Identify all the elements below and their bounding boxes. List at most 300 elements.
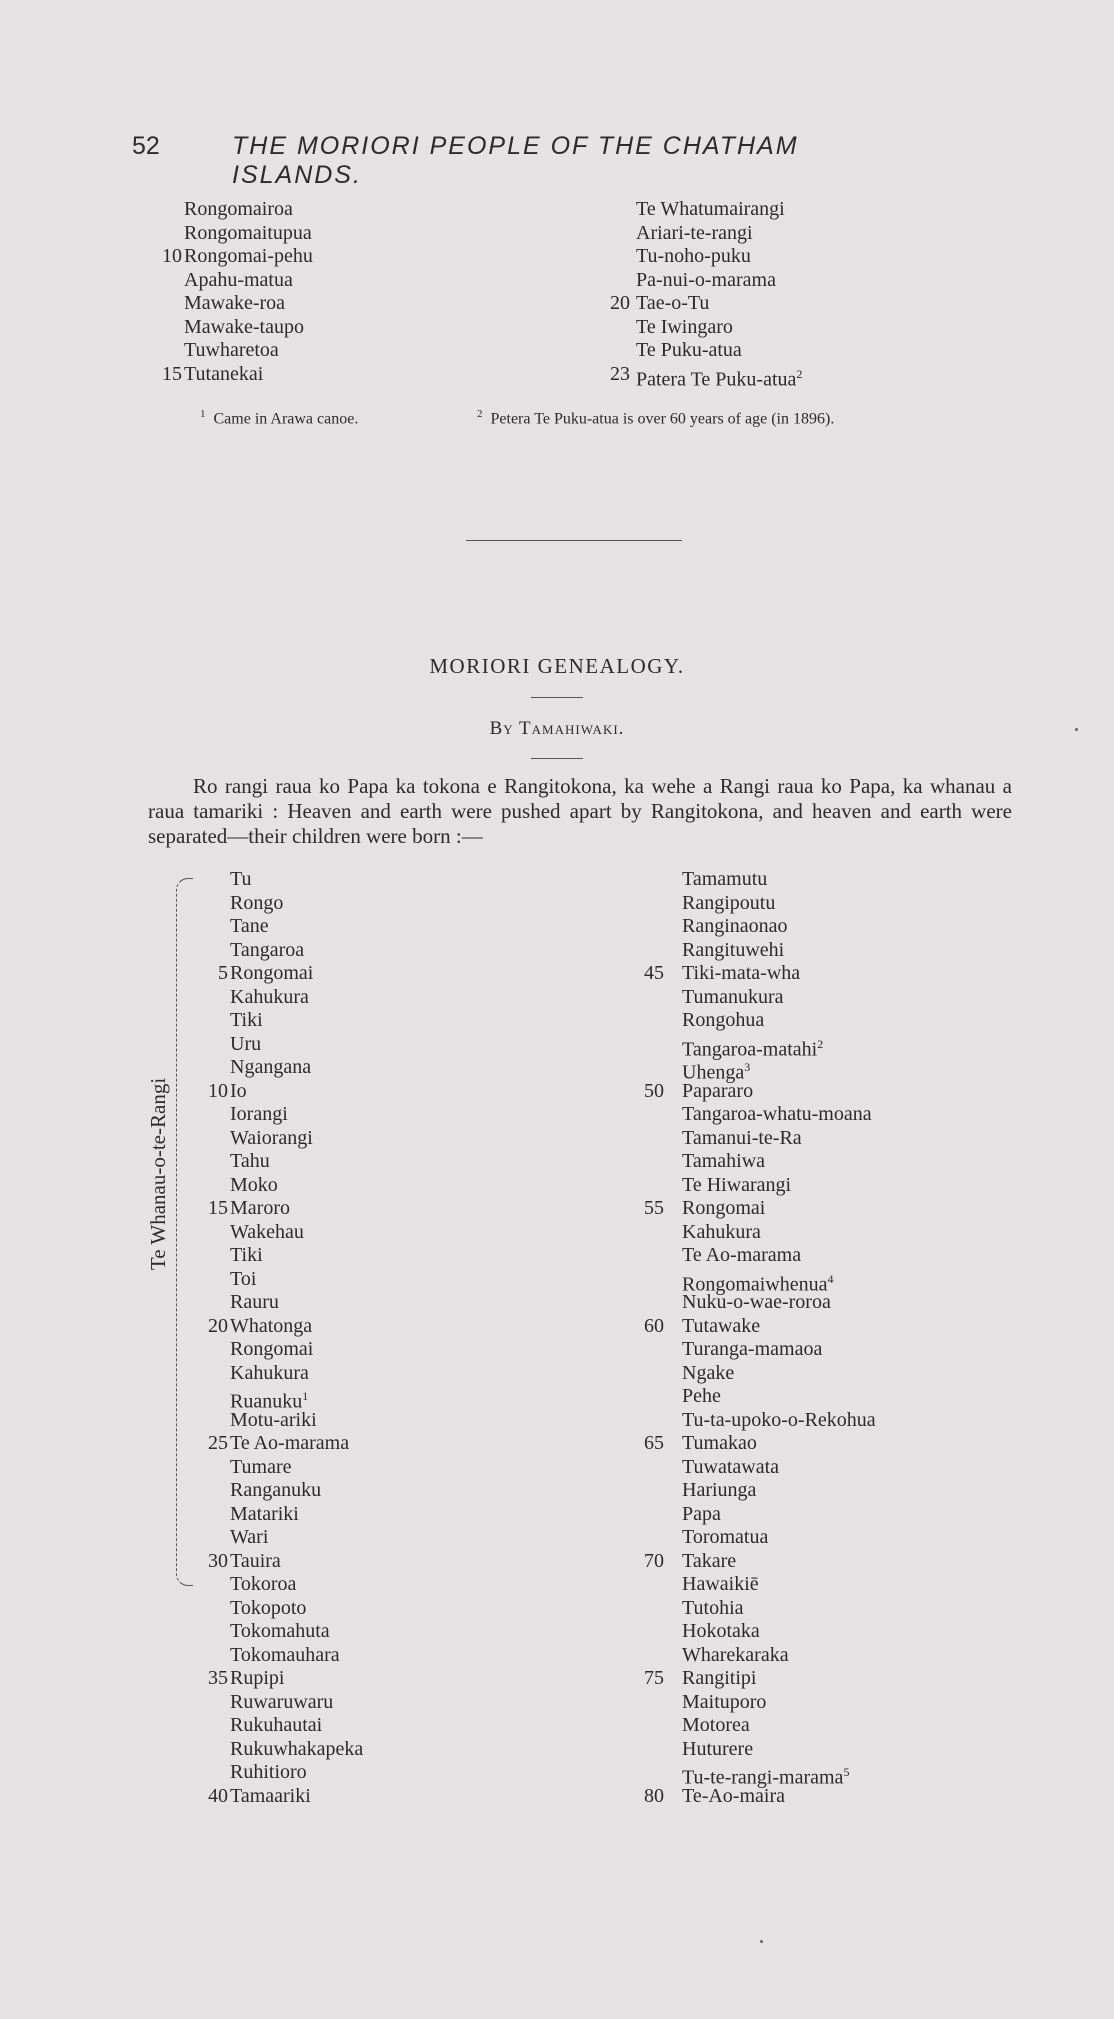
name-text: Mawake-roa [184,292,286,314]
list-item [624,1080,1004,1104]
name-text: Te-Ao-maira [682,1784,785,1807]
list-item [624,1362,1004,1386]
line-number: 20 [610,292,630,314]
line-number: 23 [610,362,630,385]
genealogy-name [230,1009,263,1033]
list-item [624,1432,1004,1456]
name-text: Ranginaonao [682,915,788,937]
line-number: 70 [644,1549,664,1572]
list-item [188,1174,548,1198]
list-item [624,1291,1004,1315]
name-text: Ranganuku [230,1479,322,1501]
list-item [188,1479,548,1503]
list-item [188,1503,548,1527]
genealogy-name [230,1597,306,1621]
genealogy-name [682,1620,760,1644]
genealogy-name [682,1432,757,1456]
list-item [590,269,970,293]
name-text: Kahukura [230,985,309,1008]
list-item [142,245,502,269]
list-item [624,986,1004,1010]
list-item [142,198,502,222]
genealogy-name [230,1785,311,1809]
name-text: Tutawake [682,1314,761,1337]
genealogy-name [682,1385,721,1409]
name-text: Ngake [682,1361,735,1384]
list-item [590,245,970,269]
list-item [188,1761,548,1785]
footnote-marker: 1 [302,1389,309,1403]
list-item [624,892,1004,916]
genealogy-name [636,245,751,269]
list-item [624,1244,1004,1268]
name-text: Tangaroa-matahi [682,1038,818,1061]
name-text: Tane [230,915,269,937]
name-text: Te Whatumairangi [636,198,785,220]
genealogy-name [184,292,285,316]
name-text: Mawake-taupo [184,315,304,338]
page-number: 52 [132,132,160,160]
list-item [624,1550,1004,1574]
name-text: Tangaroa-whatu-moana [682,1103,872,1125]
genealogy-name [682,1785,785,1809]
genealogy-name [230,1620,330,1644]
name-text: Rongomai [230,962,314,984]
name-text: Tutanekai [184,362,264,385]
name-text: Tamaariki [230,1784,311,1807]
list-item [188,1526,548,1550]
genealogy-name [230,1056,311,1080]
name-text: Tokomauhara [230,1643,340,1666]
name-text: Rongo [230,891,284,914]
name-text: Matariki [230,1502,299,1525]
list-item [188,1432,548,1456]
genealogy-name [682,1738,753,1762]
genealogy-name [230,1409,317,1433]
genealogy-name [230,1526,268,1550]
genealogy-name [682,1409,876,1433]
footnote-marker: 3 [744,1060,751,1074]
list-item [590,362,970,391]
list-item [624,1127,1004,1151]
list-item [624,1479,1004,1503]
name-text: Tahu [230,1150,270,1172]
name-text: Rukuhautai [230,1714,323,1736]
name-text: Uru [230,1032,262,1055]
list-item [624,1221,1004,1245]
genealogy-name [682,915,788,939]
name-text: Wari [230,1526,269,1548]
name-text: Motorea [682,1714,750,1736]
list-item [624,1197,1004,1221]
name-text: Tiki-mata-wha [682,962,801,984]
byline-rule [531,758,583,759]
footnote-2-mark: 2 [477,408,483,420]
name-text: Patera Te Puku-atua [636,368,797,391]
name-text: Ariari-te-rangi [636,221,753,244]
name-text: Ruanuku [230,1390,303,1413]
genealogy-name [682,1080,753,1104]
genealogy-name [184,269,293,293]
list-item [624,1409,1004,1433]
name-text: Rongohua [682,1009,765,1031]
list-item [624,939,1004,963]
genealogy-name [682,892,775,916]
page-header [132,132,912,189]
name-text: Rongomai-pehu [184,245,313,267]
paper-speck [1075,728,1078,731]
genealogy-name [230,1761,307,1785]
name-text: Tangaroa [230,938,305,961]
list-item [188,1597,548,1621]
name-text: Papa [682,1502,721,1525]
list-item [188,1550,548,1574]
name-text: Hariunga [682,1479,757,1501]
name-text: Huturere [682,1737,754,1760]
genealogy-name [682,1362,734,1386]
name-text: Tiki [230,1244,263,1266]
name-text: Tamahiwa [682,1150,766,1172]
genealogy-name [636,316,733,340]
list-item [624,1644,1004,1668]
genealogy-name [682,1103,872,1127]
footnote-1-text: Came in Arawa canoe. [213,410,359,428]
genealogy-name [682,1479,756,1503]
name-text: Tu-noho-puku [636,245,751,267]
list-item [142,363,502,387]
genealogy-name [230,915,269,939]
genealogy-name [682,1174,791,1198]
list-item [188,868,548,892]
name-text: Tumanukura [682,985,784,1008]
genealogy-name [682,1456,779,1480]
list-item [188,1033,548,1057]
list-item [188,1080,548,1104]
list-item [188,1338,548,1362]
paper-speck [760,1940,763,1943]
list-item [624,1456,1004,1480]
list-item [188,1244,548,1268]
line-number: 35 [208,1667,228,1689]
genealogy-name [230,1479,321,1503]
list-item [188,1456,548,1480]
list-item [590,222,970,246]
genealogy-name [636,269,776,293]
genealogy-name [230,1714,322,1738]
list-item [624,1150,1004,1174]
genealogy-name [682,1150,765,1174]
name-text: Rangituwehi [682,938,785,961]
list-item [624,1056,1004,1084]
intro-text: Ro rangi raua ko Papa ka tokona e Rangitokona, ka wehe a Rangi raua ko Papa, ka whanau a raua tamariki : Heaven and earth were pushed apart by Rangitokona, and heaven and earth were separated—their children were born :— [148,774,1012,848]
name-text: Whatonga [230,1314,313,1337]
footnote-1 [200,408,358,428]
list-item [188,1620,548,1644]
list-item [590,339,970,363]
genealogy-name [230,1503,299,1527]
genealogy-name [682,1197,765,1221]
list-item [142,339,502,363]
list-item [188,1667,548,1691]
list-item [188,892,548,916]
genealogy-name [682,962,800,986]
genealogy-name [184,245,313,269]
section-title: MORIORI GENEALOGY. [429,654,685,678]
genealogy-name [230,1127,313,1151]
footnote-marker: 2 [817,1036,824,1051]
name-text: Rupipi [230,1667,285,1689]
name-text: Pa-nui-o-marama [636,268,776,291]
genealogy-name [636,222,753,246]
list-item [624,915,1004,939]
name-text: Tu-te-rangi-marama [682,1766,844,1789]
line-number: 60 [644,1314,664,1337]
genealogy-name [230,1667,284,1691]
list-item [624,1526,1004,1550]
name-text: Te Ao-marama [230,1432,350,1454]
list-item [188,1103,548,1127]
genealogy-name [230,986,309,1010]
line-number: 25 [208,1432,228,1454]
footnote-marker: 4 [827,1271,834,1286]
name-text: Turanga-mamaoa [682,1338,823,1360]
name-text: Tumakao [682,1432,757,1454]
name-text: Pehe [682,1385,721,1407]
list-item [188,1197,548,1221]
name-text: Maituporo [682,1690,767,1713]
genealogy-name [230,939,304,963]
name-text: Tokoroa [230,1573,297,1595]
list-item [624,1268,1004,1296]
name-text: Toi [230,1267,257,1290]
name-text: Tauira [230,1549,281,1572]
name-text: Toromatua [682,1526,769,1548]
list-item [624,1620,1004,1644]
list-item [188,1268,548,1292]
genealogy-name [230,892,283,916]
list-item [624,868,1004,892]
genealogy-name [682,1244,801,1268]
genealogy-name [636,363,802,392]
top-list-left [142,198,502,386]
name-text: Ruhitioro [230,1761,307,1783]
list-item [624,1315,1004,1339]
list-item [624,962,1004,986]
list-item [590,316,970,340]
genealogy-name [682,1714,750,1738]
name-text: Tumare [230,1455,292,1478]
genealogy-name [184,339,279,363]
name-text: Motu-ariki [230,1408,317,1431]
name-text: Hokotaka [682,1620,760,1642]
list-item [188,1127,548,1151]
list-item [188,1056,548,1080]
genealogy-name [230,1221,304,1245]
genealogy-name [230,1550,281,1574]
list-item [624,1103,1004,1127]
genealogy-name [230,1103,288,1127]
line-number: 40 [208,1784,228,1807]
genealogy-name [184,316,304,340]
name-text: Tae-o-Tu [636,292,710,314]
line-number: 10 [208,1079,228,1102]
name-text: Te Hiwarangi [682,1173,792,1196]
genealogy-name [230,868,252,892]
name-text: Moko [230,1173,278,1196]
name-text: Papararo [682,1079,754,1102]
name-text: Waiorangi [230,1126,313,1149]
name-text: Tu [230,868,252,890]
name-text: Te Ao-marama [682,1244,802,1266]
list-item [188,962,548,986]
list-item [142,222,502,246]
list-item [590,292,970,316]
genealogy-name [230,1338,313,1362]
list-item [188,1009,548,1033]
name-text: Rongomaitupua [184,221,312,244]
genealogy-name [230,1033,261,1057]
genealogy-name [230,1291,279,1315]
list-item [624,1009,1004,1033]
name-text: Te Iwingaro [636,315,733,338]
genealogy-name [230,962,313,986]
line-number: 5 [218,962,228,984]
genealogy-name [682,1526,768,1550]
genealogy-name [682,1691,766,1715]
list-item [624,1691,1004,1715]
list-item [188,1362,548,1386]
line-number: 45 [644,962,664,984]
list-item [624,1338,1004,1362]
byline [0,718,1114,740]
byline-text: By Tamahiwaki. [489,718,625,739]
genealogy-name [636,292,709,316]
name-text: Rongomai [682,1197,766,1219]
list-item [188,1691,548,1715]
name-text: Io [230,1079,247,1102]
section-divider [466,540,682,541]
list-item [188,1315,548,1339]
list-item [142,316,502,340]
line-number: 80 [644,1784,664,1807]
list-item [188,915,548,939]
list-item [188,1714,548,1738]
name-text: Rangitipi [682,1667,757,1689]
genealogy-name [230,1644,340,1668]
name-text: Maroro [230,1197,290,1219]
genealogy-name [230,1150,270,1174]
intro-paragraph [148,774,1012,849]
genealogy-name [682,1338,822,1362]
genealogy-name [230,1691,333,1715]
genealogy-name [682,1667,756,1691]
line-number: 20 [208,1314,228,1337]
footnote-2 [477,408,834,428]
name-text: Kahukura [682,1220,761,1243]
name-text: Tamamutu [682,868,768,890]
name-text: Nuku-o-wae-roroa [682,1291,831,1313]
genealogy-name [230,1174,278,1198]
footnote-marker: 5 [843,1765,850,1779]
list-item [142,269,502,293]
name-text: Tiki [230,1009,263,1031]
name-text: Tokopoto [230,1596,307,1619]
genealogy-name [682,1597,744,1621]
line-number: 50 [644,1079,664,1102]
name-text: Uhenga [682,1061,745,1084]
genealogy-name [230,1197,290,1221]
list-item [188,1409,548,1433]
name-text: Tutohia [682,1596,744,1619]
name-text: Tamanui-te-Ra [682,1126,802,1149]
footnote-2-text: Petera Te Puku-atua is over 60 years of age (in 1896). [490,410,835,428]
list-item [624,1785,1004,1809]
name-text: Wakehau [230,1220,304,1243]
list-item [624,1573,1004,1597]
name-text: Apahu-matua [184,268,293,291]
genealogy-name [682,868,767,892]
line-number: 10 [162,245,182,267]
list-item [590,198,970,222]
genealogy-name [230,1244,263,1268]
name-text: Wharekaraka [682,1643,789,1666]
genealogy-name [636,339,742,363]
name-text: Ngangana [230,1056,312,1078]
genealogy-name [230,1080,247,1104]
list-item [624,1174,1004,1198]
genealogy-name [682,1503,721,1527]
genealogy-name [184,222,312,246]
name-text: Rongomai [230,1338,314,1360]
footnote-1-mark: 1 [200,408,206,420]
list-item [188,986,548,1010]
genealogy-list-right [624,868,1004,1808]
name-text: Takare [682,1549,737,1572]
name-text: Tuwharetoa [184,339,279,361]
genealogy-name [682,1644,789,1668]
name-text: Rukuwhakapeka [230,1737,364,1760]
line-number: 65 [644,1432,664,1454]
genealogy-name [230,1268,256,1292]
name-text: Iorangi [230,1103,288,1125]
top-list-right [590,198,970,391]
line-number: 55 [644,1197,664,1219]
list-item [188,1150,548,1174]
genealogy-name [682,986,783,1010]
list-item [188,939,548,963]
line-number: 15 [208,1197,228,1219]
running-title: THE MORIORI PEOPLE OF THE CHATHAM ISLANDS. [232,132,799,189]
line-number: 75 [644,1667,664,1689]
name-text: Rangipoutu [682,891,776,914]
name-text: Ruwaruwaru [230,1690,334,1713]
footnote-marker: 2 [796,366,803,381]
line-number: 30 [208,1549,228,1572]
list-item [624,1033,1004,1061]
genealogy-name [636,198,785,222]
name-text: Tuwatawata [682,1455,780,1478]
list-item [188,1291,548,1315]
list-item [188,1221,548,1245]
genealogy-name [230,1362,309,1386]
genealogy-name [682,1291,831,1315]
bracket-label: Te Whanau-o-te-Rangi [146,1077,170,1271]
genealogy-name [682,1009,764,1033]
list-item [188,1738,548,1762]
list-item [188,1644,548,1668]
genealogy-name [682,1221,761,1245]
line-number: 15 [162,362,182,385]
